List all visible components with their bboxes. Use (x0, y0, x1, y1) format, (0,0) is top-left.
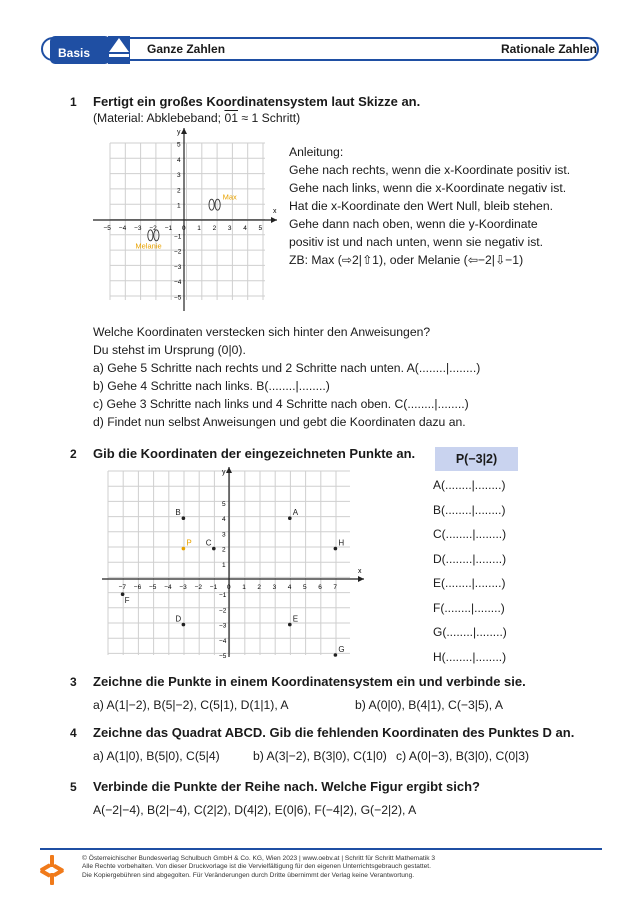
task4-c: c) A(0|−3), B(3|0), C(0|3) (396, 749, 530, 763)
task1-question: Welche Koordinaten verstecken sich hinter den Anweisungen? (93, 325, 431, 339)
x-tick-label: −3 (179, 584, 187, 591)
point-h (334, 547, 338, 551)
instruction-line-4: Gehe dann nach oben, wenn die y-Koordinate (289, 217, 538, 231)
point-label-d: D (175, 614, 182, 624)
footer-line-3: Die Kopiergebühren sind abgegolten. Für Veränderungen durch Dritte übernimmt der Verlag keine Verantwortung. (82, 871, 415, 879)
melanie-label: Melanie (135, 241, 162, 251)
y-tick-label: 1 (177, 202, 181, 210)
y-axis-arrow (226, 467, 232, 473)
answer-line-6: G(........|........) (433, 625, 507, 639)
answer-line-5: F(........|........) (433, 600, 505, 615)
answer-line-7: H(........|........) (433, 649, 507, 664)
point-b (182, 516, 186, 520)
point-label-b: B (175, 508, 181, 518)
y-axis-arrow (181, 128, 187, 134)
answer-line-1: B(........|........) (433, 502, 506, 517)
x-tick-label: −7 (118, 584, 127, 591)
x-axis-arrow (271, 217, 277, 223)
x-tick-label: 4 (287, 584, 292, 591)
x-tick-label: −3 (134, 225, 142, 232)
task5-number: 5 (70, 780, 77, 794)
y-tick-label: 3 (222, 531, 226, 539)
x-tick-label: 3 (272, 584, 277, 591)
y-tick-label: −4 (174, 279, 182, 287)
x-axis-label: x (273, 208, 277, 215)
material-rest: ≈ 1 Schritt) (241, 111, 301, 125)
point-label-g: G (338, 645, 345, 654)
x-tick-label: −2 (149, 225, 157, 232)
material-unit: 01 (224, 111, 238, 125)
task5-title: Verbinde die Punkte der Reihe nach. Welche Figur ergibt sich? (93, 779, 480, 794)
instruction-line-5: positiv ist und nach unten, wenn sie negativ ist. (289, 235, 544, 249)
point-label-a: A (292, 508, 299, 518)
x-tick-label: −2 (194, 584, 203, 591)
task1-item-1: b) Gehe 4 Schritte nach links. B(........|........) (93, 379, 330, 393)
footer-divider (40, 848, 602, 850)
task3-number: 3 (70, 675, 77, 689)
x-tick-label: −4 (164, 584, 172, 591)
task2-number: 2 (70, 447, 77, 461)
basis-badge-logo (50, 32, 132, 66)
y-tick-label: 2 (177, 187, 181, 195)
task1-title: Fertigt ein großes Koordinatensystem laut Skizze an. (93, 94, 421, 109)
task1-instructions (289, 143, 570, 269)
task5-points: A(−2|−4), B(2|−4), C(2|2), D(4|2), E(0|6), F(−4|2), G(−2|2), A (93, 803, 417, 817)
header-topic-right: Rationale Zahlen (500, 42, 597, 56)
task4-b: b) A(3|−2), B(3|0), C(1|0) (253, 749, 387, 763)
instruction-line-0: Anleitung: (289, 145, 344, 159)
x-tick-label: −5 (103, 225, 111, 232)
x-tick-label: 0 (227, 584, 231, 591)
y-tick-label: −2 (219, 607, 227, 615)
answer-line-2: C(........|........) (433, 527, 507, 541)
y-tick-label: −5 (219, 653, 227, 659)
task1-coordinate-graph (90, 125, 280, 313)
task1-number: 1 (70, 95, 77, 109)
instruction-line-1: Gehe nach rechts, wenn die x-Koordinate positiv ist. (289, 163, 571, 177)
x-tick-label: −6 (133, 584, 142, 591)
instruction-line-3: Hat die x-Koordinate den Wert Null, bleib stehen. (289, 199, 553, 213)
x-tick-label: −1 (209, 584, 218, 591)
basis-label: Basis (58, 46, 91, 60)
point-p (182, 547, 186, 551)
x-tick-label: 4 (243, 225, 247, 232)
y-tick-label: 4 (222, 516, 226, 524)
answer-line-4: E(........|........) (433, 576, 506, 590)
footer-text (82, 855, 435, 880)
y-tick-label: −4 (219, 637, 227, 645)
task1-origin: Du stehst im Ursprung (0|0). (93, 343, 246, 357)
task2-answer-list (433, 473, 507, 669)
answer-line-3: D(........|........) (433, 551, 507, 566)
publisher-logo-icon (38, 854, 66, 886)
task3-title: Zeichne die Punkte in einem Koordinatensystem ein und verbinde sie. (93, 674, 526, 689)
task4-number: 4 (70, 726, 77, 740)
x-tick-label: −4 (118, 225, 127, 232)
y-tick-label: −2 (174, 248, 182, 256)
x-tick-label: 2 (257, 584, 262, 591)
x-tick-label: 1 (242, 584, 246, 591)
task3-a: a) A(1|−2), B(5|−2), C(5|1), D(1|1), A (93, 698, 289, 712)
x-tick-label: 5 (303, 584, 307, 591)
y-tick-label: −3 (174, 263, 182, 271)
example-point-badge: P(−3|2) (435, 447, 518, 471)
x-tick-label: −5 (149, 584, 157, 591)
task1-item-2: c) Gehe 3 Schritte nach links und 4 Schritte nach oben. C(........|........) (93, 397, 469, 411)
y-tick-label: 2 (222, 546, 226, 554)
point-label-e: E (292, 614, 299, 624)
task1-item-3: d) Findet nun selbst Anweisungen und gebt die Koordinaten dazu an. (93, 415, 466, 429)
y-axis-label: y (177, 129, 181, 136)
y-tick-label: −3 (219, 622, 227, 630)
x-tick-label: 7 (333, 584, 338, 591)
task4-title: Zeichne das Quadrat ABCD. Gib die fehlenden Koordinaten des Punktes D an. (93, 725, 575, 740)
x-axis-arrow (358, 576, 364, 582)
task3-b: b) A(0|0), B(4|1), C(−3|5), A (355, 698, 504, 712)
y-tick-label: −1 (219, 592, 227, 600)
task2-coordinate-graph (100, 465, 370, 659)
instruction-line-2: Gehe nach links, wenn die x-Koordinate negativ ist. (289, 181, 567, 195)
x-tick-label: 1 (197, 225, 201, 232)
footer-line-2: Alle Rechte vorbehalten. Von dieser Druckvorlage ist die Vervielfältigung für den eigenen Unterrichtsgebrauch gestattet. (82, 863, 431, 871)
task1-item-0: a) Gehe 5 Schritte nach rechts und 2 Schritte nach unten. A(........|........) (93, 361, 481, 375)
point-label-c: C (205, 538, 212, 548)
y-tick-label: −5 (174, 294, 182, 302)
point-e (288, 623, 292, 627)
point-label-h: H (338, 538, 345, 548)
material-text: (Material: Abklebeband; (93, 111, 222, 125)
point-d (182, 623, 186, 627)
point-g (334, 653, 338, 657)
footer-line-1: © Österreichischer Bundesverlag Schulbuch GmbH & Co. KG, Wien 2023 | www.oebv.at | Schritt für Schritt Mathematik 3 (82, 855, 436, 862)
x-tick-label: 5 (258, 225, 263, 232)
max-label: Max (222, 192, 237, 202)
y-tick-label: 4 (177, 156, 181, 164)
task1-items (93, 359, 480, 431)
point-a (288, 516, 292, 520)
header-topic-left: Ganze Zahlen (147, 42, 226, 56)
y-tick-label: 5 (177, 141, 181, 149)
answer-line-0: A(........|........) (433, 478, 506, 492)
y-axis-label: y (222, 469, 226, 476)
point-label-f: F (124, 596, 130, 606)
y-tick-label: 5 (222, 501, 226, 508)
task2-title: Gib die Koordinaten der eingezeichneten Punkte an. (93, 446, 416, 461)
instruction-line-6: ZB: Max (⇨2|⇧1), oder Melanie (⇦−2|⇩−1) (289, 253, 524, 267)
point-c (212, 547, 216, 551)
x-axis-label: x (358, 568, 362, 575)
y-tick-label: 3 (177, 172, 181, 180)
x-tick-label: 0 (182, 225, 186, 232)
y-tick-label: 1 (222, 561, 226, 569)
x-tick-label: 2 (212, 225, 217, 232)
y-tick-label: −1 (174, 233, 182, 241)
x-tick-label: 3 (227, 225, 232, 232)
point-label-p: P (186, 538, 192, 548)
task4-a: a) A(1|0), B(5|0), C(5|4) (93, 749, 220, 763)
x-tick-label: −1 (164, 225, 173, 232)
x-tick-label: 6 (318, 584, 322, 591)
